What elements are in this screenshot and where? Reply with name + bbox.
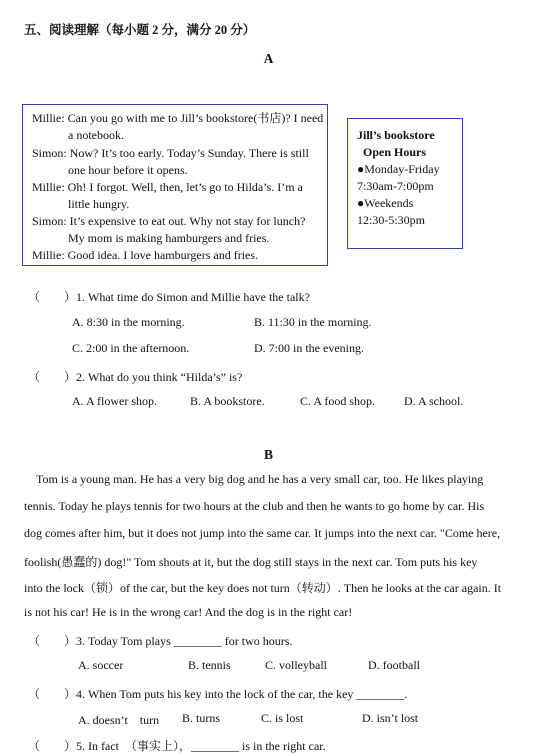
option: C. volleyball (265, 658, 327, 672)
dialogue-line: little hungry. (68, 197, 130, 211)
dialogue-line: a notebook. (68, 128, 124, 142)
passage-line: tennis. Today he plays tennis for two hours at the club and then he wants to go home by car. His (24, 499, 485, 513)
option: A. A flower shop. (72, 394, 157, 408)
question-2: （ ）2. What do you think “Hilda’s” is? (28, 370, 243, 384)
question-5: （ ）5. In fact （事实上），________ is in the right car. (28, 739, 326, 753)
option: B. turns (182, 711, 221, 725)
passage-line: foolish(愚蠢的) dog!" Tom shouts at it, but the dog still stays in the next car. Tom puts his key (24, 555, 478, 569)
part-a-label: A (263, 51, 274, 66)
option: D. football (368, 658, 420, 672)
open-hours-notice (347, 118, 463, 249)
option: A. soccer (78, 658, 124, 672)
dialogue-line: Millie: Good idea. I love hamburgers and fries. (32, 248, 259, 262)
question-3: （ ）3. Today Tom plays ________ for two hours. (28, 634, 293, 648)
option: C. 2:00 in the afternoon. (72, 341, 190, 355)
weekday-hours: 7:30am-7:00pm (357, 179, 434, 193)
option: B. 11:30 in the morning. (254, 315, 372, 329)
passage-line: dog comes after him, but it does not jump into the same car. It jumps into the next car. "Come here, (24, 526, 501, 540)
dialogue-box (22, 104, 328, 266)
part-b-label: B (263, 447, 273, 462)
dialogue-line: Millie: Oh! I forgot. Well, then, let’s go to Hilda’s. I’m a (32, 180, 303, 194)
option: A. 8:30 in the morning. (72, 315, 185, 329)
option: D. A school. (404, 394, 464, 408)
dialogue-line: one hour before it opens. (68, 163, 188, 177)
option: B. A bookstore. (190, 394, 265, 408)
question-1: （ ）1. What time do Simon and Millie have the talk? (28, 290, 310, 304)
option: D. isn’t lost (362, 711, 419, 725)
weekend-label: ●Weekends (357, 196, 414, 210)
dialogue-line: Simon: Now? It’s too early. Today’s Sunday. There is still (32, 146, 309, 160)
weekday-label: ●Monday-Friday (357, 162, 440, 176)
passage-line: Tom is a young man. He has a very big dog and he has a very small car, too. He likes playing (36, 472, 484, 486)
notice-subtitle: Open Hours (363, 145, 427, 159)
section-title: 五、阅读理解（每小题 2 分，满分 20 分） (24, 23, 256, 37)
option: D. 7:00 in the evening. (254, 341, 364, 355)
dialogue-line: Simon: It’s expensive to eat out. Why not stay for lunch? (32, 214, 306, 228)
notice-title: Jill’s bookstore (357, 128, 435, 142)
dialogue-line: My mom is making hamburgers and fries. (68, 231, 270, 245)
option: B. tennis (188, 658, 231, 672)
option: C. is lost (261, 711, 304, 725)
option: A. doesn’t turn (78, 713, 160, 727)
passage-line: is not his car! He is in the wrong car! And the dog is in the right car! (24, 605, 353, 619)
passage-line: into the lock（锁）of the car, but the key does not turn（转动）. Then he looks at the car again. It (24, 581, 502, 595)
option: C. A food shop. (300, 394, 376, 408)
question-4: （ ）4. When Tom puts his key into the lock of the car, the key ________. (28, 687, 408, 701)
weekend-hours: 12:30-5:30pm (357, 213, 425, 227)
dialogue-line: Millie: Can you go with me to Jill’s bookstore(书店)? I need (32, 111, 324, 125)
